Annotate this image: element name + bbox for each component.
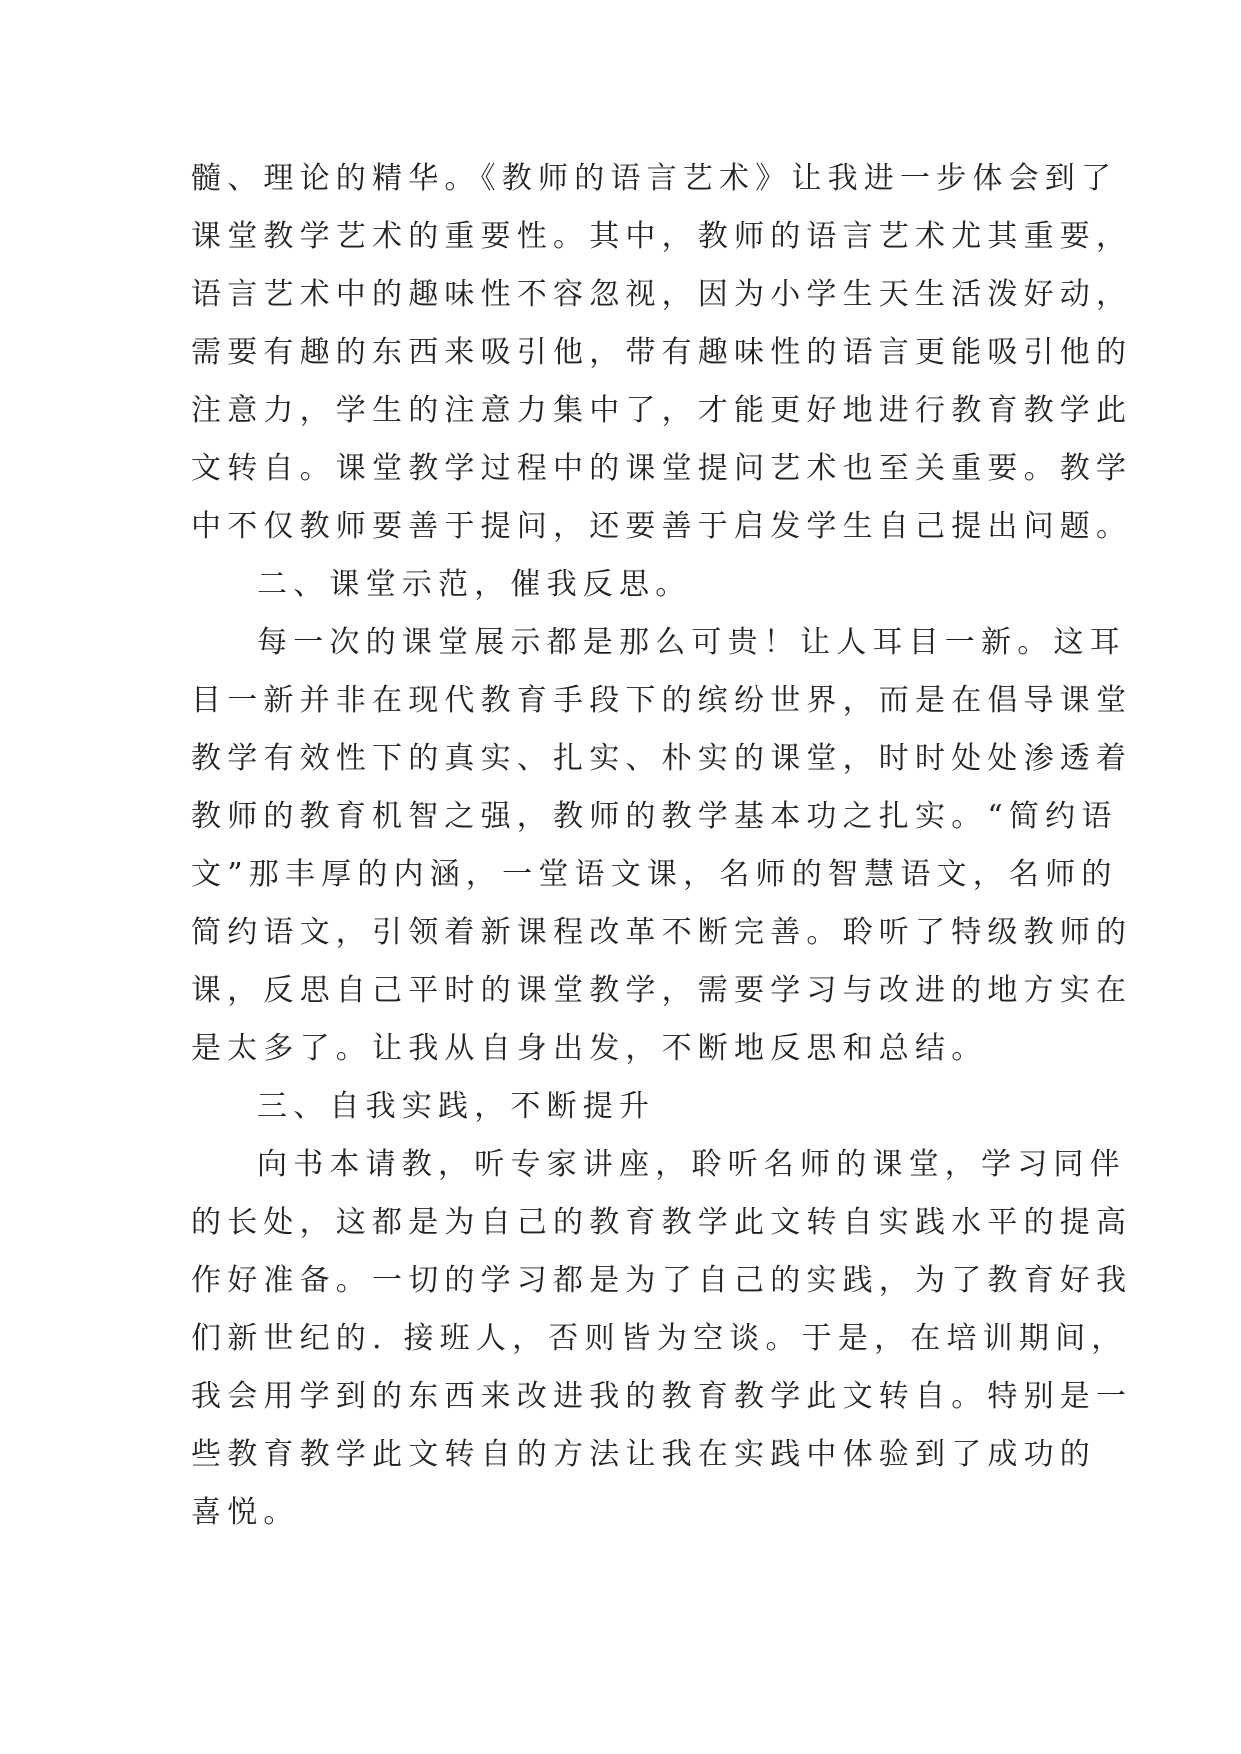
paragraph-line: 们新世纪的. 接班人，否则皆为空谈。于是，在培训期间，	[191, 1321, 1128, 1356]
section-heading-2: 二、课堂示范，催我反思。	[257, 567, 692, 602]
paragraph-line: 课堂教学艺术的重要性。其中，教师的语言艺术尤其重要，	[191, 219, 1133, 254]
paragraph-line: 文转自。课堂教学过程中的课堂提问艺术也至关重要。教学	[191, 451, 1133, 486]
paragraph-line: 向书本请教，听专家讲座，聆听名师的课堂，学习同伴	[257, 1147, 1126, 1182]
paragraph-line: 是太多了。让我从自身出发，不断地反思和总结。	[191, 1031, 988, 1066]
paragraph-line: 文”那丰厚的内涵，一堂语文课，名师的智慧语文，名师的	[191, 857, 1118, 892]
paragraph-line: 喜悦。	[191, 1495, 300, 1530]
paragraph-line: 语言艺术中的趣味性不容忽视，因为小学生天生活泼好动，	[191, 277, 1133, 312]
paragraph-line: 注意力，学生的注意力集中了，才能更好地进行教育教学此	[191, 393, 1133, 428]
paragraph-line: 简约语文，引领着新课程改革不断完善。聆听了特级教师的	[191, 915, 1133, 950]
document-body	[191, 150, 1133, 1542]
paragraph-line: 目一新并非在现代教育手段下的缤纷世界，而是在倡导课堂	[191, 683, 1133, 718]
section-heading-3: 三、自我实践，不断提升	[257, 1089, 656, 1124]
paragraph-line: 中不仅教师要善于提问，还要善于启发学生自己提出问题。	[191, 509, 1133, 544]
paragraph-line: 些教育教学此文转自的方法让我在实践中体验到了成功的	[191, 1437, 1096, 1472]
paragraph-line: 作好准备。一切的学习都是为了自己的实践，为了教育好我	[191, 1263, 1133, 1298]
paragraph-line: 需要有趣的东西来吸引他，带有趣味性的语言更能吸引他的	[191, 335, 1133, 370]
paragraph-line: 髓、理论的精华。《教师的语言艺术》让我进一步体会到了	[191, 161, 1118, 196]
paragraph-line: 课，反思自己平时的课堂教学，需要学习与改进的地方实在	[191, 973, 1133, 1008]
paragraph-line: 我会用学到的东西来改进我的教育教学此文转自。特别是一	[191, 1379, 1133, 1414]
paragraph-line: 的长处，这都是为自己的教育教学此文转自实践水平的提高	[191, 1205, 1133, 1240]
paragraph-line: 教学有效性下的真实、扎实、朴实的课堂，时时处处渗透着	[191, 741, 1133, 776]
paragraph-line: 每一次的课堂展示都是那么可贵！让人耳目一新。这耳	[257, 625, 1126, 660]
paragraph-line: 教师的教育机智之强，教师的教学基本功之扎实。“简约语	[191, 799, 1118, 834]
